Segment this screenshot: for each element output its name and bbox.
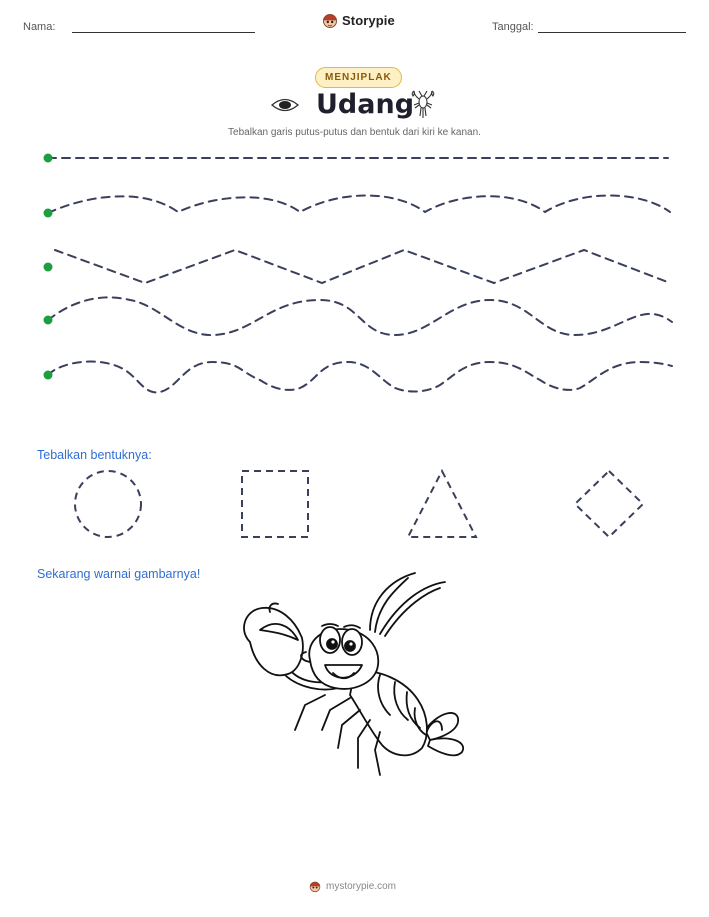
instruction-text: Tebalkan garis putus-putus dan bentuk dari kiri ke kanan. [228,127,481,138]
shrimp-coloring-picture [230,570,480,790]
trace-diamond-shape [575,471,643,537]
shapes-heading: Tebalkan bentuknya: [37,448,152,462]
brand-logo [322,12,395,29]
name-label: Nama: [23,21,56,33]
tracing-line-zigzag [55,250,670,283]
tracing-line-bumpy-wave [48,362,672,393]
footer [309,880,396,893]
date-write-line[interactable] [538,32,686,33]
tracing-line-gentle-wave [48,196,670,214]
trace-triangle-shape [408,471,476,537]
tracing-shapes-area [0,462,709,547]
lobster-icon [410,90,436,120]
start-dot [44,154,53,163]
storypie-mascot-icon [309,880,321,893]
start-dot [44,263,53,272]
activity-badge: MENJIPLAK [315,67,402,88]
trace-circle-shape [75,471,141,537]
storypie-mascot-icon [322,12,338,29]
page-title: Udang [316,89,415,120]
start-dot [44,209,53,218]
brand-name: Storypie [342,13,395,28]
name-write-line[interactable] [72,32,255,33]
start-dot [44,371,53,380]
tracing-line-wave [48,297,672,335]
footer-site-link[interactable]: mystorypie.com [326,881,397,892]
eye-shape-icon [270,95,300,115]
coloring-heading: Sekarang warnai gambarnya! [37,567,201,581]
trace-square-shape [242,471,308,537]
tracing-lines-area [0,140,709,400]
date-label: Tanggal: [492,21,534,33]
start-dot [44,316,53,325]
